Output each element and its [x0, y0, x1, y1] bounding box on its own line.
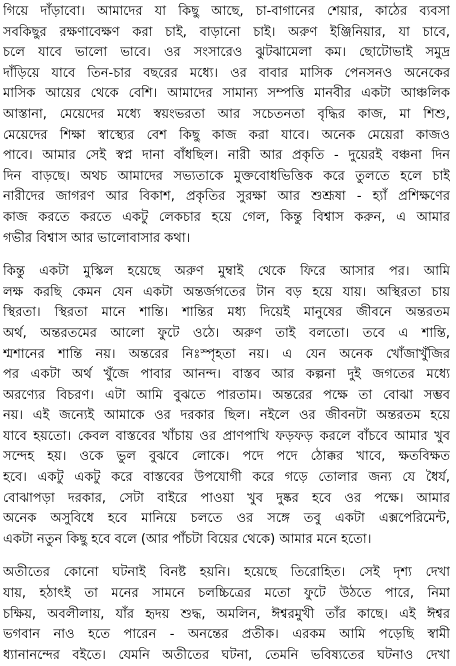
- text-line: ধ্যানানন্দের বইতে। যেমনি অতীতের ঘটনা, তেমনি ভবিষ্যতের ঘটনাও দেখা: [3, 647, 450, 663]
- text-line: যাবে হয়তো। কেবল বাস্তবের খাঁচায় ওর প্রাণপাখি ফড়ফড় করলে বাঁচবে আমার খুব: [3, 428, 450, 444]
- text-line: কিন্তু একটা মুস্কিল হয়েছে অরুণ মুম্বাই থেকে ফিরে আসার পর। আমি: [3, 264, 450, 280]
- text-line: হবে। একটু একটু করে বাস্তবের উপযোগী করে গড়ে তোলার জন্য যে ধৈর্য,: [3, 470, 450, 486]
- paragraph-gap: [3, 249, 450, 262]
- paragraph-3: [3, 563, 450, 666]
- text-line: পাবে। আমার সেই স্বপ্ন দানা বাঁধছিল। নারী আর প্রকৃতি - দুয়েরই বঞ্চনা দিন: [3, 148, 450, 164]
- paragraph-gap: [3, 550, 450, 563]
- text-line: সন্দেহ হয়। ওকে ভুল বুঝবে লোকে। পদে পদে ঠোক্কর খাবে, ক্ষতবিক্ষত: [3, 449, 450, 465]
- text-line: ভগবান নাও হতে পারেন - অনন্তের প্রতীক। এরকম আমি পড়েছি স্বামী: [3, 627, 450, 643]
- text-line: গভীর বিশ্বাস আর ভালোবাসার কথা।: [3, 230, 191, 246]
- text-line: শ্মশানের শান্তি নয়। অন্তরের নিঃস্পৃহতা নয়। এ যেন অনেক খোঁজাখুঁজির: [3, 346, 450, 362]
- text-line: বোঝাপড়া দরকার, সেটা বাইরে পাওয়া খুব দুষ্কর হবে ওর পক্ষে। আমার: [3, 490, 450, 506]
- text-line: কাজ করতে করতে একটু লেকচার হয়ে গেল, কিন্তু বিশ্বাস করুন, এ আমার: [3, 209, 450, 225]
- paragraph-2: [3, 262, 450, 550]
- paragraph-1: [3, 2, 450, 249]
- text-line: মাসিক আয়ের থেকে বেশি। আমাদের সামান্য সম্পত্তি মানবীর একটা আঞ্চলিক: [3, 86, 450, 102]
- text-line: নয়। এই জন্যেই আমাকে ওর দরকার ছিল। নইলে ওর জীবনটা অন্তরতম হয়ে: [3, 408, 450, 424]
- text-line: অনেক অসুবিধে হবে মানিয়ে চলতে ওর সঙ্গে তবু একটা এক্সপেরিমেন্ট,: [3, 511, 450, 527]
- text-line: যায়, হঠাৎই তা মনের সামনে চলচ্চিত্রের মতো ফুটে উঠতে পারে, নিমা: [3, 586, 450, 602]
- text-line: চক্ষিয়, অবলীলায়, যাঁর হৃদয় শুদ্ধ, অমলিন, ঈশ্বরমুখী তাঁর কাছে। এই ঈশ্বর: [3, 606, 450, 622]
- text-line: অতীতের কোনো ঘটনাই বিনষ্ট হয়নি। হয়েছে তিরোহিত। সেই দৃশ্য দেখা: [3, 565, 450, 581]
- text-line: অরণ্যের বিচরণ। এটা আমি বুঝতে পারতাম। অন্তরের পক্ষে তা বোঝা সম্ভব: [3, 387, 450, 403]
- text-line: চলে যাবে ভালো ভাবে। ওর সংসারেও ঝুটঝামেলা কম। ছোটোভাই সমুদ্র: [3, 45, 450, 61]
- text-line: একটা নতুন কিছু হবে বলে (আর পাঁচটা বিয়ের থেকে) আমার মনে হতো।: [3, 531, 372, 547]
- text-line: সবকিছুর রক্ষণাবেক্ষণ করা চাই, বাড়ানো চাই। অরুণ ইঞ্জিনিয়ার, যা চাবে,: [3, 24, 450, 40]
- text-line: মেয়েদের শিক্ষা স্বাস্থ্যের বেশ কিছু কাজ করা যাবে। অনেক মেয়েরা কাজও: [3, 127, 450, 143]
- text-line: গিয়ে দাঁড়াবো। আমাদের যা কিছু আছে, চা-বাগানের শেয়ার, কাঠের ব্যবসা: [3, 4, 450, 19]
- text-line: পর একটা অর্থ খুঁজে পাবার আনন্দ। বাস্তব আর কল্পনা দুই জগতের মধ্যে: [3, 367, 450, 383]
- text-line: অর্থ, অন্তরতমের আলো ফুটে ওঠে। অরুণ তাই বলতো। তবে এ শান্তি,: [3, 325, 450, 341]
- text-line: দাঁড়িয়ে যাবে তিন-চার বছরের মধ্যে। ওর বাবার মাসিক পেনসনও অনেকের: [3, 65, 450, 81]
- text-line: লক্ষ করছি কেমন যেন একটা অন্তর্জগতের টান বড় হয়ে যায়। অস্থিরতা চায়: [3, 284, 450, 300]
- text-line: দিন বাড়ছে। অথচ আমাদের সভ্যতাকে মুক্তবোধভিত্তিক করে তুলতে হলে চাই: [3, 168, 450, 184]
- text-line: স্থিরতা। স্থিরতা মানে শান্তি। শান্তির মধ্য দিয়েই মানুষের জীবনে অন্তরতম: [3, 305, 450, 321]
- text-line: নারীদের জাগরণ আর বিকাশ, প্রকৃতির সুরক্ষা আর শুশ্রূষা - হ্যাঁ প্রশিক্ষণের: [3, 189, 450, 205]
- text-line: আস্তানা, মেয়েদের মধ্যে স্বয়ংভরতা আর সচেতনতা বৃদ্ধির কাজ, মা শিশু,: [3, 106, 450, 122]
